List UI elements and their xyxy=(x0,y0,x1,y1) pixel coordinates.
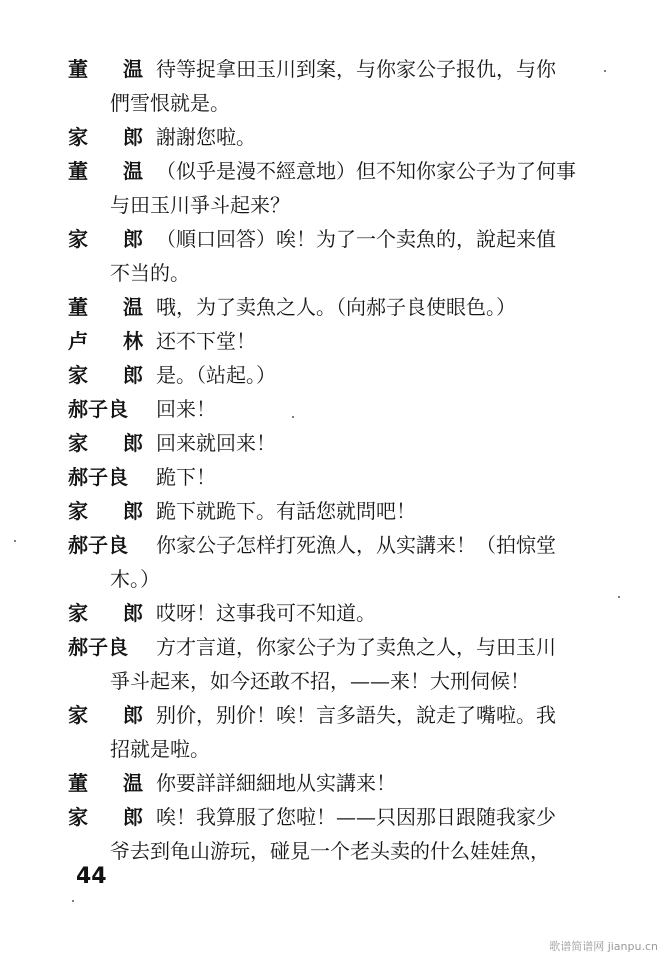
dialogue-continuation: 不当的。 xyxy=(110,261,190,285)
scan-speck xyxy=(72,900,74,902)
dialogue-line xyxy=(68,154,598,188)
dialogue-text: （似乎是漫不經意地）但不知你家公子为了何事 xyxy=(156,159,576,183)
dialogue-line xyxy=(68,494,598,528)
speaker-name: 家 郎 xyxy=(68,363,157,387)
speaker-name: 家 郎 xyxy=(68,703,157,727)
dialogue-line xyxy=(68,664,598,698)
dialogue-text: 跪下就跪下。有話您就問吧！ xyxy=(156,499,416,523)
dialogue-text: 你要詳詳細細地从实講来！ xyxy=(156,771,396,795)
speaker-name: 卢 林 xyxy=(68,329,157,353)
dialogue-continuation: 爭斗起来，如今还敢不招，——来！大刑伺候！ xyxy=(110,669,530,693)
dialogue-line xyxy=(68,562,598,596)
dialogue-continuation: 爷去到龟山游玩，碰見一个老头卖的什么娃娃魚， xyxy=(110,839,550,863)
watermark: 歌谱简谱网 jianpu.cn xyxy=(549,940,658,953)
speaker-name: 董 温 xyxy=(68,771,157,795)
scan-speck xyxy=(618,596,620,598)
dialogue-text: 别价，别价！唉！言多語失，說走了嘴啦。我 xyxy=(156,703,556,727)
dialogue-text: 还不下堂！ xyxy=(156,329,256,353)
dialogue-line xyxy=(68,120,598,154)
speaker-name: 董 温 xyxy=(68,295,157,319)
dialogue-line xyxy=(68,188,598,222)
dialogue-line xyxy=(68,426,598,460)
speaker-name: 郝子良 xyxy=(68,533,128,557)
dialogue-line xyxy=(68,358,598,392)
scan-speck xyxy=(292,416,294,418)
scan-speck xyxy=(14,540,16,542)
dialogue-continuation: 招就是啦。 xyxy=(110,737,210,761)
dialogue-text: 回来！ xyxy=(156,397,216,421)
speaker-name: 家 郎 xyxy=(68,601,157,625)
dialogue-line xyxy=(68,596,598,630)
speaker-name: 郝子良 xyxy=(68,397,128,421)
speaker-name: 家 郎 xyxy=(68,125,157,149)
speaker-name: 家 郎 xyxy=(68,499,157,523)
speaker-name: 郝子良 xyxy=(68,635,128,659)
dialogue-text: 是。（站起。） xyxy=(156,363,276,387)
dialogue-text: （順口回答）唉！为了一个卖魚的，說起来值 xyxy=(156,227,556,251)
dialogue-text: 跪下！ xyxy=(156,465,216,489)
script-body xyxy=(68,52,598,868)
speaker-name: 郝子良 xyxy=(68,465,128,489)
dialogue-line xyxy=(68,86,598,120)
dialogue-line xyxy=(68,256,598,290)
dialogue-line xyxy=(68,630,598,664)
speaker-name: 家 郎 xyxy=(68,805,157,829)
dialogue-text: 回来就回来！ xyxy=(156,431,276,455)
dialogue-text: 哎呀！这事我可不知道。 xyxy=(156,601,376,625)
dialogue-line xyxy=(68,698,598,732)
dialogue-text: 你家公子怎样打死漁人，从实講来！（拍惊堂 xyxy=(156,533,556,557)
dialogue-text: 哦，为了卖魚之人。（向郝子良使眼色。） xyxy=(156,295,516,319)
speaker-name: 董 温 xyxy=(68,57,157,81)
dialogue-line xyxy=(68,834,598,868)
dialogue-line xyxy=(68,766,598,800)
dialogue-line xyxy=(68,528,598,562)
dialogue-text: 方才言道，你家公子为了卖魚之人，与田玉川 xyxy=(156,635,556,659)
dialogue-text: 謝謝您啦。 xyxy=(156,125,256,149)
dialogue-continuation: 們雪恨就是。 xyxy=(110,91,230,115)
dialogue-line xyxy=(68,52,598,86)
dialogue-line xyxy=(68,222,598,256)
dialogue-text: 待等捉拿田玉川到案，与你家公子报仇，与你 xyxy=(156,57,556,81)
speaker-name: 董 温 xyxy=(68,159,157,183)
dialogue-line xyxy=(68,460,598,494)
speaker-name: 家 郎 xyxy=(68,431,157,455)
dialogue-line xyxy=(68,324,598,358)
speaker-name: 家 郎 xyxy=(68,227,157,251)
dialogue-text: 唉！我算服了您啦！——只因那日跟随我家少 xyxy=(156,805,556,829)
dialogue-continuation: 与田玉川爭斗起来？ xyxy=(110,193,290,217)
scan-speck xyxy=(604,70,606,72)
page-number: 44 xyxy=(76,864,107,889)
dialogue-line xyxy=(68,732,598,766)
dialogue-continuation: 木。） xyxy=(110,567,160,591)
dialogue-line xyxy=(68,392,598,426)
dialogue-line xyxy=(68,290,598,324)
dialogue-line xyxy=(68,800,598,834)
